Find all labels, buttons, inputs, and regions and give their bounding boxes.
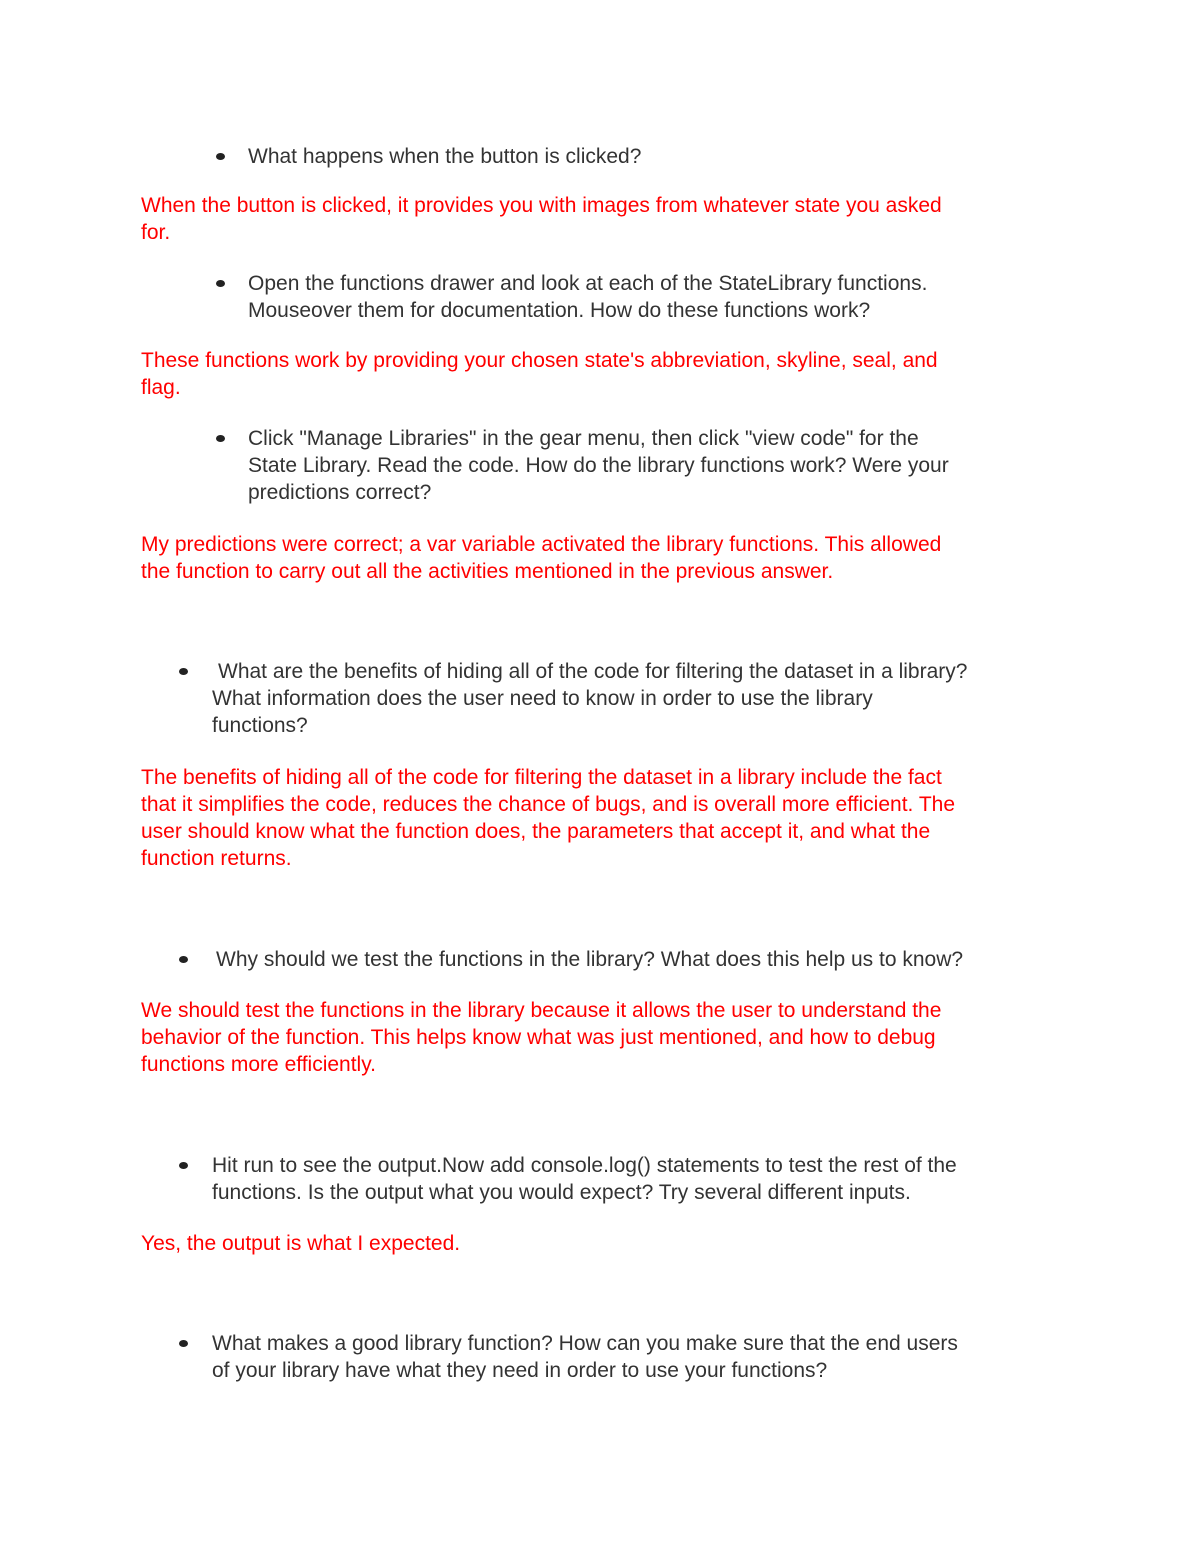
answer-line: function returns. (141, 847, 292, 870)
answer-line: flag. (141, 376, 181, 399)
answer-line: the function to carry out all the activities mentioned in the previous answer. (141, 560, 834, 583)
bullet-icon (179, 668, 188, 675)
question-line: State Library. Read the code. How do the library functions work? Were your (248, 454, 949, 477)
question-line: functions? (212, 714, 308, 737)
answer-2 (141, 347, 938, 401)
question-line: functions. Is the output what you would expect? Try several different inputs. (212, 1181, 911, 1204)
question-line: predictions correct? (248, 481, 432, 504)
answer-line: Yes, the output is what I expected. (141, 1232, 461, 1255)
question-line: Why should we test the functions in the library? What does this help us to know? (216, 948, 964, 971)
answer-6 (141, 1230, 460, 1257)
question-line: What information does the user need to know in order to use the library (212, 687, 873, 710)
answer-line: We should test the functions in the library because it allows the user to understand the (141, 999, 942, 1022)
answer-line: user should know what the function does, the parameters that accept it, and what the (141, 820, 931, 843)
question-line: Mouseover them for documentation. How do these functions work? (248, 299, 871, 322)
question-line: What happens when the button is clicked? (248, 145, 642, 168)
answer-line: The benefits of hiding all of the code for filtering the dataset in a library include the fact (141, 766, 942, 789)
question-line: Click "Manage Libraries" in the gear menu, then click "view code" for the (248, 427, 919, 450)
question-line: Hit run to see the output.Now add console.log() statements to test the rest of the (212, 1154, 957, 1177)
answer-line: behavior of the function. This helps know what was just mentioned, and how to debug (141, 1026, 936, 1049)
answer-4 (141, 764, 955, 872)
bullet-icon (216, 153, 225, 160)
bullet-icon (179, 956, 188, 963)
answer-line: functions more efficiently. (141, 1053, 376, 1076)
question-line: What are the benefits of hiding all of the code for filtering the dataset in a library? (218, 660, 968, 683)
bullet-icon (216, 435, 225, 442)
answer-line: My predictions were correct; a var variable activated the library functions. This allowed (141, 533, 942, 556)
answer-line: These functions work by providing your chosen state's abbreviation, skyline, seal, and (141, 349, 938, 372)
bullet-icon (179, 1162, 188, 1169)
bullet-icon (179, 1340, 188, 1347)
bullet-icon (216, 280, 225, 287)
answer-line: When the button is clicked, it provides you with images from whatever state you asked (141, 194, 942, 217)
question-line: Open the functions drawer and look at each of the StateLibrary functions. (248, 272, 928, 295)
answer-1 (141, 192, 942, 246)
answer-line: for. (141, 221, 171, 244)
question-line: What makes a good library function? How can you make sure that the end users (212, 1332, 958, 1355)
question-line: of your library have what they need in order to use your functions? (212, 1359, 828, 1382)
answer-3 (141, 531, 941, 585)
answer-5 (141, 997, 941, 1078)
answer-line: that it simplifies the code, reduces the chance of bugs, and is overall more efficient. The (141, 793, 956, 816)
